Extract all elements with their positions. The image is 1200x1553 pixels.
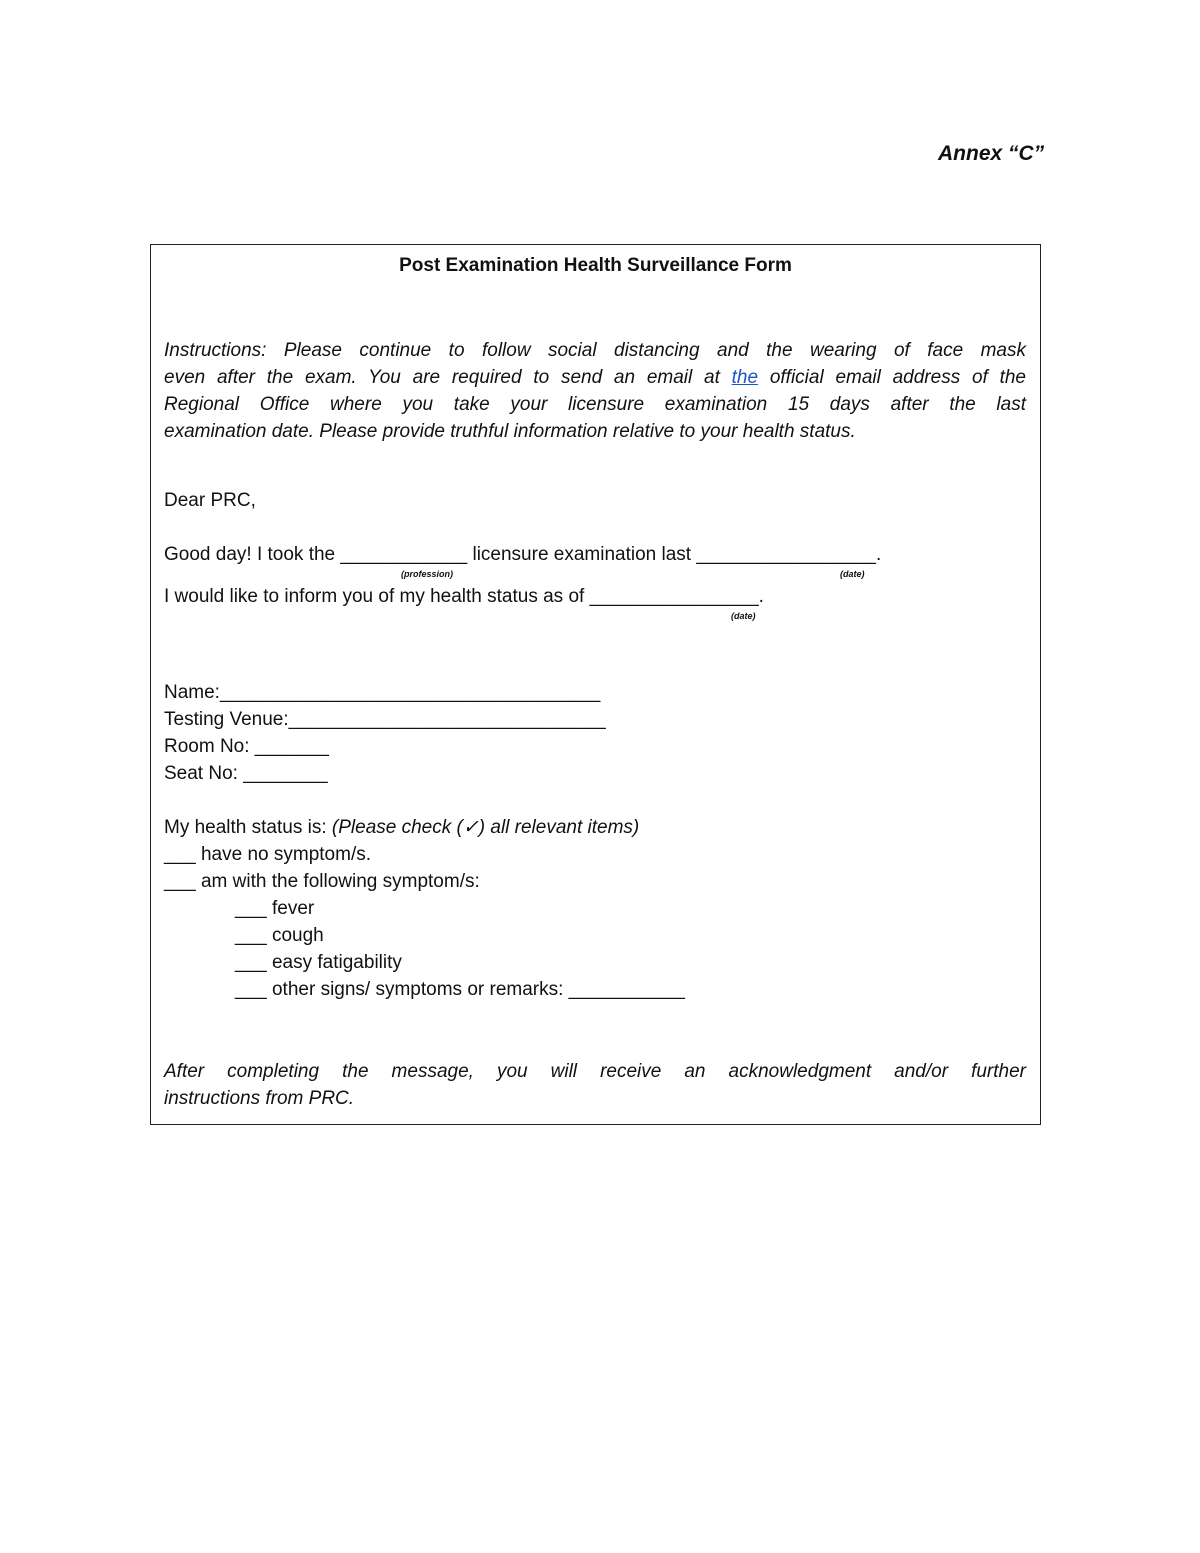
option-no-symptoms: ___ have no symptom/s. — [164, 844, 371, 865]
surveillance-form — [150, 244, 1041, 1125]
option-with-symptoms: ___ am with the following symptom/s: — [164, 871, 480, 892]
instructions-line-4: examination date. Please provide truthful information relative to your health status. — [164, 421, 856, 442]
health-status-hint: (Please check (✓) all relevant items) — [331, 817, 640, 838]
seat-number-field: Seat No: ________ — [164, 763, 328, 784]
instructions-line-2-end: official email address of the — [758, 367, 1027, 388]
status-date-caption: (date) — [731, 611, 756, 621]
instructions-line-2-start: even after the exam. You are required to send an email at — [164, 367, 732, 388]
annex-label: Annex “C” — [938, 142, 1045, 165]
health-status-heading — [164, 814, 639, 841]
closing-paragraph — [164, 1058, 1026, 1112]
exam-date-caption: (date) — [840, 569, 865, 579]
instructions-line-2 — [164, 364, 1026, 391]
exam-sentence: Good day! I took the ____________ licensure examination last _________________. — [164, 544, 882, 565]
instructions-line-3: Regional Office where you take your licensure examination 15 days after the last — [164, 394, 1026, 415]
email-link[interactable]: the — [731, 367, 759, 388]
instructions-paragraph — [164, 337, 1026, 445]
symptom-other: ___ other signs/ symptoms or remarks: ___________ — [235, 979, 685, 1000]
name-field: Name:____________________________________ — [164, 682, 601, 703]
form-title: Post Examination Health Surveillance Form — [399, 255, 792, 276]
closing-line-1: After completing the message, you will receive an acknowledgment and/or further — [164, 1061, 1026, 1082]
status-sentence: I would like to inform you of my health status as of ________________. — [164, 586, 764, 607]
room-number-field: Room No: _______ — [164, 736, 329, 757]
profession-caption: (profession) — [401, 569, 454, 579]
instructions-line-1: Instructions: Please continue to follow social distancing and the wearing of face mask — [164, 340, 1026, 361]
symptom-fatigability: ___ easy fatigability — [235, 952, 402, 973]
health-status-label: My health status is: — [164, 817, 332, 838]
closing-line-2: instructions from PRC. — [164, 1088, 355, 1109]
salutation: Dear PRC, — [164, 490, 256, 511]
symptom-fever: ___ fever — [235, 898, 315, 919]
testing-venue-field: Testing Venue:______________________________ — [164, 709, 606, 730]
symptom-cough: ___ cough — [235, 925, 324, 946]
